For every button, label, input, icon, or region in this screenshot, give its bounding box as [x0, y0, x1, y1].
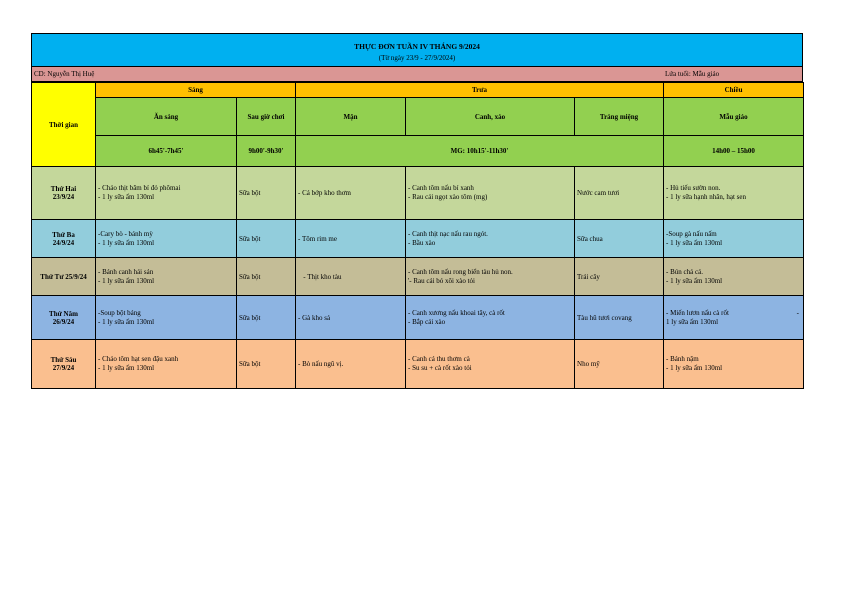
- afternoon-cell: [664, 258, 804, 296]
- soup-dish: - Canh tôm nấu bí xanh: [408, 184, 474, 192]
- breakfast-dish: - Cháo tôm hạt sen đậu xanh: [98, 355, 179, 363]
- savory-cell: - Thịt kho tàu: [296, 258, 406, 296]
- menu-table: [31, 82, 804, 389]
- day-date: 27/9/24: [52, 364, 75, 372]
- dessert-header: Tráng miệng: [575, 98, 664, 136]
- afternoon-milk: 1 ly sữa ấm 130ml: [666, 317, 719, 326]
- day-cell: [32, 340, 96, 389]
- side-dish: - Bắp cải xào: [408, 317, 446, 326]
- breakfast-milk: - 1 ly sữa ấm 130ml: [98, 364, 155, 372]
- table-row: [32, 340, 804, 389]
- breakfast-dish: - Bánh canh hải sản: [98, 267, 154, 276]
- savory-cell: - Bò nấu ngũ vị.: [296, 340, 406, 389]
- after-play-header: Sau giờ chơi: [237, 98, 296, 136]
- day-name: Thứ Hai: [50, 185, 77, 193]
- breakfast-dish: -Soup bột báng: [98, 308, 141, 317]
- dessert-cell: Tàu hũ tươi covang: [575, 296, 664, 340]
- afternoon-cell: [664, 167, 804, 220]
- afternoon-dish: - Hủ tiếu sườn non.: [666, 184, 721, 192]
- noon-header: Trưa: [296, 83, 664, 98]
- day-date: 24/9/24: [52, 238, 75, 247]
- afternoon-time: 14h00 – 15h00: [664, 136, 804, 167]
- side-dish: - Bầu xào: [408, 238, 436, 247]
- cd-label: CD: Nguyễn Thị Huệ: [34, 70, 95, 78]
- time-header: Thời gian: [32, 83, 96, 167]
- afternoon-dish: -Soup gà nấu nấm: [666, 229, 717, 238]
- breakfast-time: 6h45'-7h45': [96, 136, 237, 167]
- soup-cell: [406, 296, 575, 340]
- afternoon-dish: - Miến lươn nấu cà rốt: [666, 308, 729, 317]
- day-cell: [32, 296, 96, 340]
- soup-dish: - Canh cá thu thơm cà: [408, 355, 470, 363]
- breakfast-milk: - 1 ly sữa ấm 130ml: [98, 193, 155, 201]
- after-play-cell: Sữa bột: [237, 220, 296, 258]
- morning-header: Sáng: [96, 83, 296, 98]
- day-name: Thứ Năm: [49, 309, 78, 318]
- side-dish: - Su su + cà rốt xào tỏi: [408, 364, 472, 372]
- day-name: Thứ Sáu: [50, 356, 77, 364]
- savory-cell: - Tôm rim me: [296, 220, 406, 258]
- age-label: Lứa tuổi: Mẫu giáo: [665, 70, 720, 78]
- dessert-cell: Nước cam tươi: [575, 167, 664, 220]
- dessert-cell: Sữa chua: [575, 220, 664, 258]
- breakfast-cell: [96, 167, 237, 220]
- afternoon-dish-line: [666, 309, 801, 318]
- table-row: [32, 296, 804, 340]
- after-play-cell: Sữa bột: [237, 340, 296, 389]
- afternoon-milk: - 1 ly sữa hạnh nhân, hạt sen: [666, 193, 747, 201]
- after-play-cell: Sữa bột: [237, 296, 296, 340]
- table-row: [32, 220, 804, 258]
- kindergarten-header: Mẫu giáo: [664, 98, 804, 136]
- breakfast-milk: - 1 ly sữa ấm 130ml: [98, 276, 155, 285]
- dessert-cell: Trái cây: [575, 258, 664, 296]
- afternoon-dash: -: [796, 308, 800, 317]
- day-cell: [32, 258, 96, 296]
- afternoon-dish: - Bánh nậm: [666, 355, 699, 363]
- afternoon-milk: - 1 ly sữa ấm 130ml: [666, 238, 723, 247]
- breakfast-cell: [96, 340, 237, 389]
- savory-header: Mặn: [296, 98, 406, 136]
- dessert-cell: Nho mỹ: [575, 340, 664, 389]
- menu-sheet: [31, 33, 803, 389]
- soup-dish: - Canh tôm nấu rong biển tàu hủ non.: [408, 267, 513, 276]
- soup-cell: [406, 220, 575, 258]
- afternoon-header: Chiều: [664, 83, 804, 98]
- breakfast-cell: [96, 220, 237, 258]
- savory-cell: - Cá bớp kho thơm: [296, 167, 406, 220]
- afternoon-dish: - Bún chả cá.: [666, 267, 703, 276]
- breakfast-header: Ăn sáng: [96, 98, 237, 136]
- afternoon-cell: [664, 340, 804, 389]
- day-date: 26/9/24: [52, 317, 75, 326]
- after-play-time: 9h00'-9h30': [237, 136, 296, 167]
- side-dish: '- Rau cải bó xôi xào tỏi: [408, 276, 475, 285]
- title-bar: [31, 33, 803, 67]
- breakfast-cell: [96, 296, 237, 340]
- info-bar: [31, 67, 803, 82]
- menu-subtitle: (Từ ngày 23/9 - 27/9/2024): [378, 54, 456, 62]
- menu-title: THỰC ĐƠN TUẦN IV THÁNG 9/2024: [354, 42, 480, 51]
- soup-cell: [406, 167, 575, 220]
- day-name: Thứ Tư 25/9/24: [40, 272, 87, 281]
- soup-dish: - Canh thịt nạc nấu rau ngót.: [408, 229, 488, 238]
- day-date: 23/9/24: [52, 193, 75, 201]
- savory-cell: - Gà kho sả: [296, 296, 406, 340]
- soup-header: Canh, xào: [406, 98, 575, 136]
- breakfast-milk: - 1 ly sữa ấm 130ml: [98, 317, 155, 326]
- afternoon-cell: [664, 220, 804, 258]
- soup-cell: [406, 258, 575, 296]
- afternoon-milk: - 1 ly sữa ấm 130ml: [666, 364, 723, 372]
- after-play-cell: Sữa bột: [237, 258, 296, 296]
- day-cell: [32, 220, 96, 258]
- side-dish: - Rau cải ngọt xào tôm (mg): [408, 193, 488, 201]
- breakfast-milk: - 1 ly sữa ấm 130ml: [98, 238, 155, 247]
- soup-dish: - Canh xương nấu khoai tây, cà rốt: [408, 308, 505, 317]
- breakfast-dish: - Cháo thịt băm bí đỏ phômai: [98, 184, 181, 192]
- table-row: [32, 167, 804, 220]
- breakfast-cell: [96, 258, 237, 296]
- after-play-cell: Sữa bột: [237, 167, 296, 220]
- afternoon-cell: [664, 296, 804, 340]
- table-row: [32, 258, 804, 296]
- breakfast-dish: -Cary bò - bánh mỳ: [98, 229, 153, 238]
- soup-cell: [406, 340, 575, 389]
- day-name: Thứ Ba: [52, 230, 75, 239]
- afternoon-milk: - 1 ly sữa ấm 130ml: [666, 276, 723, 285]
- day-cell: [32, 167, 96, 220]
- noon-time: MG: 10h15'-11h30': [296, 136, 664, 167]
